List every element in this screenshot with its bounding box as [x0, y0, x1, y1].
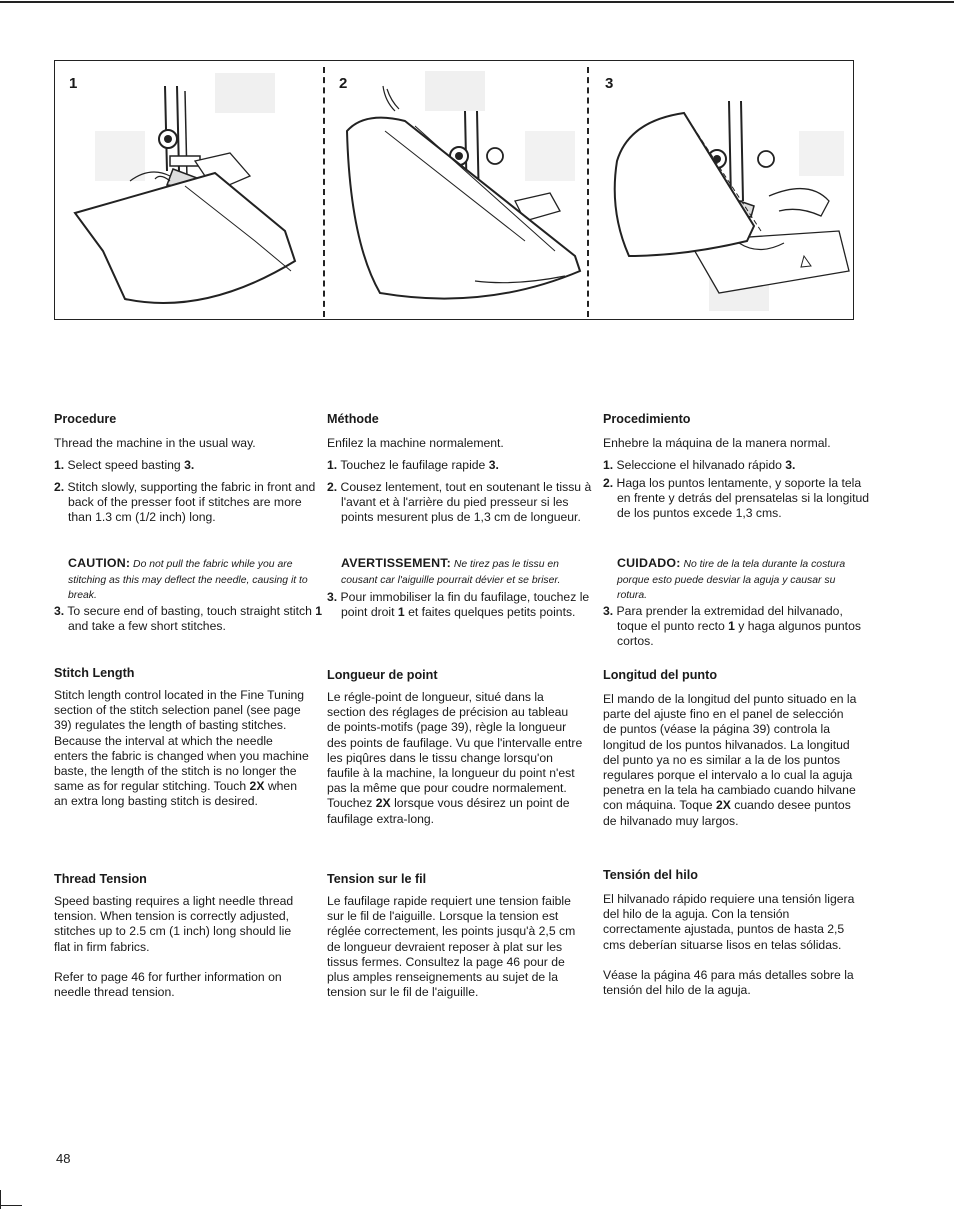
thread-tension-text: Speed basting requires a light needle thread tension. When tension is correctly adjusted, stitches up to 2.5 cm (1 inch) long should lie flat in firm fabrics. [54, 894, 294, 954]
longueur-text: Le régle-point de longueur, situé dans la section des réglages de précision au tableau de points-motifs (page 39), règle la longueur des points de faufilage. Vu que l'intervalle entre les piqûres dans le tissu change lorsqu'on faufile à la machine, la longueur du point n'est pas la même que pour coudre normalement. Touchez 2X lorsque vous désirez un point de faufilage extra-long. [327, 690, 583, 826]
figure-panel-2 [325, 61, 587, 319]
figure-number-3: 3 [605, 75, 614, 92]
step-2: 2. Stitch slowly, supporting the fabric in front and back of the presser foot if stitches are more than 1.3 cm (1/2 inch) long. [54, 480, 316, 525]
refer-text: Refer to page 46 for further information on needle thread tension. [54, 970, 282, 1000]
step-2-es: 2. Haga los puntos lentamente, y soporte la tela en frente y detrás del prensatelas si la longitud de los puntos excede 1,3 cms. [603, 476, 870, 521]
methode-heading: Méthode [327, 412, 379, 426]
sewing-machine-illustration-1 [55, 61, 323, 319]
illustration-box [54, 60, 854, 320]
thread-instruction-es: Enhebre la máquina de la manera normal. [603, 436, 831, 450]
top-rule [0, 1, 954, 3]
thread-instruction: Thread the machine in the usual way. [54, 436, 256, 450]
procedimiento-heading: Procedimiento [603, 412, 691, 426]
figure-panel-1 [55, 61, 323, 319]
sewing-machine-illustration-2 [325, 61, 587, 319]
step-3-es: 3. Para prender la extremidad del hilvanado, toque el punto recto 1 y haga algunos puntos cortos. [603, 604, 861, 649]
thread-instruction-fr: Enfilez la machine normalement. [327, 436, 504, 450]
figure-number-1: 1 [69, 75, 78, 92]
sewing-machine-illustration-3 [589, 61, 853, 319]
cuidado-note: CUIDADO: No tire de la tela durante la costura porque esto puede desviar la aguja y causar su rotura. [617, 556, 846, 602]
tension-hilo-heading: Tensión del hilo [603, 868, 698, 882]
longitud-heading: Longitud del punto [603, 668, 718, 682]
caution-note: CAUTION: Do not pull the fabric while you are stitching as this may deflect the needle, causing it to break. [68, 556, 308, 602]
stitch-length-heading: Stitch Length [54, 666, 135, 680]
step-3: 3. To secure end of basting, touch straight stitch 1 and take a few short stitches. [54, 604, 323, 634]
longitud-text: El mando de la longitud del punto situado en la parte del ajuste fino en el panel de selección de puntos (véase la página 39) controla la longitud de los puntos hilvanados. La longitud del punto ya no es similar a la de los puntos regulares porque el intervalo a lo cual la aguja penetra en la tela ha cambiado cuando hilvane con máquina. Toque 2X cuando desee puntos de hilvanado muy largos. [603, 692, 857, 828]
procedure-heading: Procedure [54, 412, 117, 426]
step-1-es: 1. Seleccione el hilvanado rápido 3. [603, 458, 796, 472]
thread-tension-heading: Thread Tension [54, 872, 147, 886]
corner-mark-vertical [0, 1190, 1, 1209]
vease-text: Véase la página 46 para más detalles sobre la tensión del hilo de la aguja. [603, 968, 854, 998]
tension-hilo-text: El hilvanado rápido requiere una tensión ligera del hilo de la aguja. Con la tensión correctamente ajustada, puntos de hasta 2,5 cms deberían situarse lisos en telas sólidas. [603, 892, 855, 952]
step-1: 1. Select speed basting 3. [54, 458, 195, 472]
avertissement-note: AVERTISSEMENT: Ne tirez pas le tissu en cousant car l'aiguille pourrait dévier et se briser. [341, 556, 561, 586]
figure-panel-3 [589, 61, 853, 319]
step-2-fr: 2. Cousez lentement, tout en soutenant le tissu à l'avant et à l'arrière du pied presseur si les points mesurent plus de 1,3 cm de longueur. [327, 480, 592, 525]
figure-number-2: 2 [339, 75, 348, 92]
tension-fil-heading: Tension sur le fil [327, 872, 427, 886]
longueur-heading: Longueur de point [327, 668, 438, 682]
page-number: 48 [56, 1151, 71, 1166]
corner-mark [0, 1205, 22, 1206]
tension-fil-text: Le faufilage rapide requiert une tension faible sur le fil de l'aiguille. Lorsque la tension est réglée correctement, les points jusqu'à 2,5 cm de longueur devraient reposer à plat sur les tissus fermes. Consultez la page 46 pour de plus amples renseignements au sujet de la tension sur le fil de l'aiguille. [327, 894, 576, 1000]
stitch-length-text: Stitch length control located in the Fine Tuning section of the stitch selection panel (see page 39) regulates the length of basting stitches. Because the interval at which the needle enters the fabric is changed when you machine baste, the length of the stitch is no longer the same as for regular stitching. Touch 2X when an extra long basting stitch is desired. [54, 688, 309, 809]
step-1-fr: 1. Touchez le faufilage rapide 3. [327, 458, 499, 472]
step-3-fr: 3. Pour immobiliser la fin du faufilage, touchez le point droit 1 et faites quelques petits points. [327, 590, 590, 620]
